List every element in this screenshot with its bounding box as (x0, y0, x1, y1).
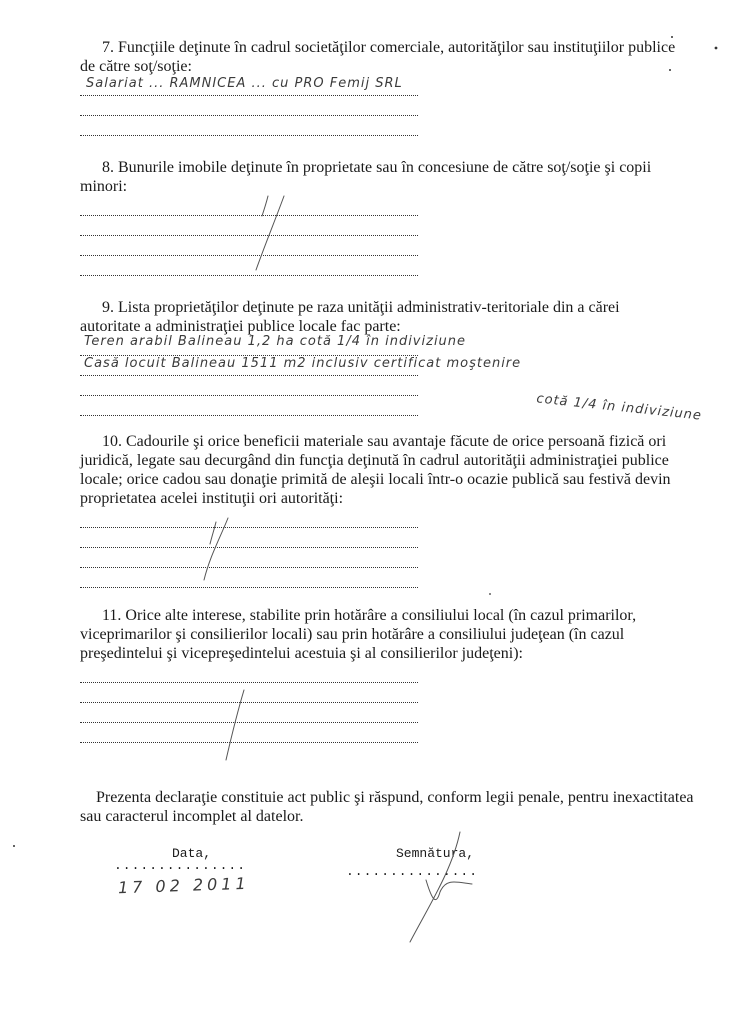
section-11-line-3 (80, 704, 418, 723)
section-10-line-2 (80, 529, 418, 548)
scan-speck-5 (13, 845, 15, 847)
section-8-heading: 8. Bunurile imobile deţinute în proprietate sau în concesiune de către soţ/soţie şi copii minori: (80, 159, 652, 195)
section-10-line-4 (80, 569, 418, 588)
section-11-line-2 (80, 684, 418, 703)
section-7-heading: 7. Funcţiile deţinute în cadrul societăţilor comerciale, autorităţilor sau instituţiilor publice de către soţ/soţie: (80, 39, 676, 75)
signature-label: Semnătura, (396, 846, 475, 861)
section-9-line-3 (80, 377, 418, 396)
date-handwriting: 17 02 2011 (117, 873, 250, 898)
section-10-heading: 10. Cadourile şi orice beneficii materiale sau avantaje făcute de orice persoană fizică ori juridică, legate sau decurgând din funcţia deţinută în cadrul autorităţii administraţiei publice locale; orice cadou sau donaţie primită de aleşii locali într-o ocazie publică sau festivă devin proprietatea acelei instituţii ori autorităţi: (80, 433, 671, 507)
section-9-heading: 9. Lista proprietăţilor deţinute pe raza unităţii administrativ-teritoriale din a cărei autoritate a administraţiei publice locale fac parte: (80, 299, 620, 335)
section-11-heading: 11. Orice alte interese, stabilite prin hotărâre a consiliului local (în cazul primarilor, viceprimarilor şi consilierilor locali) sau prin hotărâre a consiliului judeţean (în cazul preşedintelui şi vicepreşedintelui acestuia şi al consilierilor judeţeni): (80, 607, 637, 662)
section-9-handwriting-3: cotă 1/4 în indiviziune (535, 391, 703, 424)
section-9-handwriting-2: Casă locuit Balineau 1511 m2 inclusiv certificat moştenire (84, 356, 522, 371)
section-8-line-1 (80, 197, 418, 216)
section-8-line-4 (80, 257, 418, 276)
closing-statement: Prezenta declaraţie constituie act public şi răspund, conform legii penale, pentru inexactitatea sau caracterul incomplet al datelor. (80, 789, 694, 825)
signature-placeholder: ............... (346, 864, 479, 879)
section-11 (80, 606, 680, 743)
date-label: Data, (172, 846, 212, 861)
section-7-line-2 (80, 97, 418, 116)
scan-speck-4 (489, 593, 491, 595)
section-9-line-4 (80, 397, 418, 416)
section-8-line-2 (80, 217, 418, 236)
section-8 (80, 158, 680, 276)
section-11-line-4 (80, 724, 418, 743)
section-11-line-1 (80, 664, 418, 683)
scan-speck (715, 47, 718, 50)
section-8-line-3 (80, 237, 418, 256)
date-placeholder: ............... (114, 858, 247, 873)
section-7-handwriting: Salariat ... RAMNICEA ... cu PRO Femij SRL (86, 76, 403, 91)
section-10 (80, 432, 680, 588)
section-7-line-3 (80, 117, 418, 136)
signature-stroke-2 (426, 880, 472, 900)
section-10-line-1 (80, 509, 418, 528)
closing-block (80, 788, 700, 826)
section-9-handwriting-1: Teren arabil Balineau 1,2 ha cotă 1/4 în indiviziune (84, 334, 467, 349)
section-10-line-3 (80, 549, 418, 568)
